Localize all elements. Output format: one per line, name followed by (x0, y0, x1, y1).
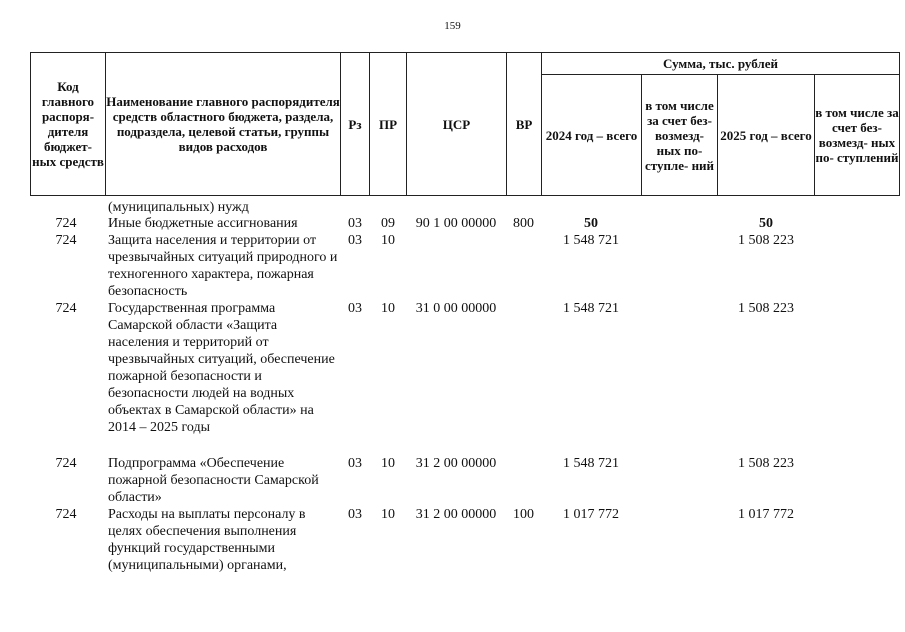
row-sum-2024: 1 548 721 (563, 456, 619, 471)
row-name: (муниципальных) нужд (108, 200, 249, 215)
row-name: Защита населения и территории от чрезвычайных ситуаций природного и техногенного характера, пожарная безопасность (108, 233, 338, 299)
row-name: Расходы на выплаты персоналу в целях обеспечения выполнения функций государственными (муниципальными) органами, (108, 507, 306, 573)
row-code: 724 (55, 216, 77, 231)
row-code: 724 (55, 301, 77, 316)
row-code: 724 (55, 233, 77, 248)
row-csr: 31 2 00 00000 (415, 507, 497, 522)
row-rz: 03 (348, 301, 362, 316)
row-vr: 800 (513, 216, 534, 231)
row-sum-2024: 1 548 721 (563, 301, 619, 316)
header-2024-incl: в том числе за счет без- возмезд- ных по- ступле- ний (641, 74, 718, 196)
row-name: Подпрограмма «Обеспечение пожарной безопасности Самарской области» (108, 456, 319, 505)
row-csr: 90 1 00 00000 (415, 216, 497, 231)
row-rz: 03 (348, 456, 362, 471)
row-rz: 03 (348, 216, 362, 231)
header-rz: Рз (340, 52, 370, 196)
row-name: Государственная программа Самарской области «Защита населения и территорий от чрезвычайных ситуаций, обеспечение пожарной безопасности и безопасности людей на водных объектах в Самарской области» на 2014 – 2025 годы (108, 301, 335, 435)
row-rz: 03 (348, 507, 362, 522)
header-2024-total: 2024 год – всего (541, 74, 642, 196)
header-2025-incl: в том числе за счет без- возмезд- ных по- ступлений (814, 74, 900, 196)
row-name: Иные бюджетные ассигнования (108, 216, 298, 231)
row-sum-2025: 1 017 772 (738, 507, 794, 522)
row-csr: 31 0 00 00000 (415, 301, 497, 316)
row-pr: 09 (381, 216, 395, 231)
row-csr: 31 2 00 00000 (415, 456, 497, 471)
row-sum-2024: 1 548 721 (563, 233, 619, 248)
header-pr: ПР (369, 52, 407, 196)
header-2025-total: 2025 год – всего (717, 74, 815, 196)
row-sum-2025: 1 508 223 (738, 456, 794, 471)
row-pr: 10 (381, 233, 395, 248)
header-sum: Сумма, тыс. рублей (541, 52, 900, 75)
page-number: 159 (444, 20, 461, 32)
row-sum-2025: 50 (759, 216, 773, 231)
header-vr: ВР (506, 52, 542, 196)
row-rz: 03 (348, 233, 362, 248)
row-sum-2025: 1 508 223 (738, 233, 794, 248)
header-code: Код главного распоря- дителя бюджет- ных средств (30, 52, 106, 196)
row-pr: 10 (381, 301, 395, 316)
row-code: 724 (55, 507, 77, 522)
row-sum-2024: 50 (584, 216, 598, 231)
row-sum-2024: 1 017 772 (563, 507, 619, 522)
header-name: Наименование главного распорядителя средств областного бюджета, раздела, подраздела, целевой статьи, группы видов расходов (105, 52, 341, 196)
row-pr: 10 (381, 507, 395, 522)
header-csr: ЦСР (406, 52, 507, 196)
row-pr: 10 (381, 456, 395, 471)
row-vr: 100 (513, 507, 534, 522)
row-code: 724 (55, 456, 77, 471)
row-sum-2025: 1 508 223 (738, 301, 794, 316)
